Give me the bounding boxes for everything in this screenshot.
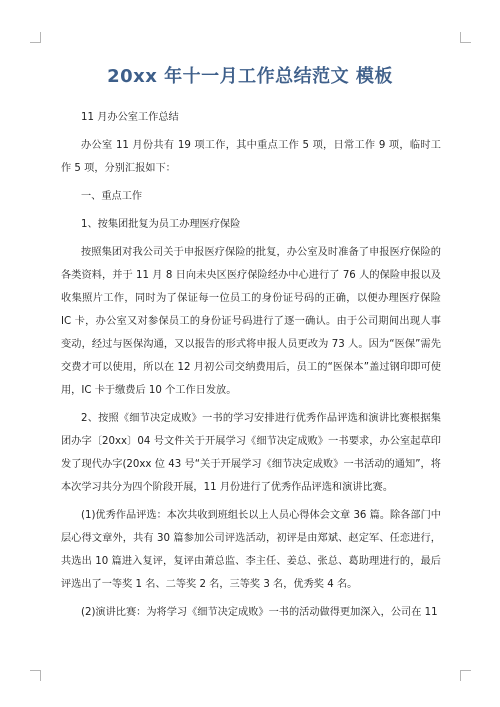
crop-mark-top-right: [460, 32, 471, 43]
section-heading: 一、重点工作: [81, 191, 143, 202]
crop-mark-top-left: [30, 32, 41, 43]
document-body: [61, 106, 441, 624]
item-heading: 1、按集团批复为员工办理医疗保险: [81, 219, 241, 230]
summary-paragraph: 办公室 11 月份共有 19 项工作，其中重点工作 5 项，日常工作 9 项，临时工作 5 项，分别汇报如下：: [61, 140, 441, 174]
crop-mark-bottom-left: [30, 670, 41, 681]
body-paragraph: 2、按照《细节决定成败》一书的学习安排进行优秀作品评选和演讲比赛根据集团办字〔20xx〕04 号文件关于开展学习《细节决定成败》一书要求，办公室起草印发了现代办字(20xx 位 43 号“关于开展学习《细节决定成败》一书活动的通知”，将本次学习共分为四个阶段开展，11 月份进行了优秀作品评选和演讲比赛。: [61, 413, 441, 493]
body-paragraph: (1)优秀作品评选：本次共收到班组长以上人员心得体会文章 36 篇。除各部门中层心得文章外，共有 30 篇参加公司评选活动，初评是由郑斌、赵定军、任恋进行，共选出 10 篇进入复评，复评由萧总监、李主任、姜总、张总、葛助理进行的，最后评选出了一等奖 1 名、二等奖 2 名，三等奖 3 名，优秀奖 4 名。: [61, 510, 441, 590]
body-paragraph: 按照集团对我公司关于申报医疗保险的批复，办公室及时准备了申报医疗保险的各类资料，并于 11 月 8 日向未央区医疗保险经办中心进行了 76 人的保险申报以及收集照片工作，同时为了保证每一位员工的身份证号码的正确，以便办理医疗保险 IC 卡，办公室又对参保员工的身份证号码进行了逐一确认。由于公司期间出现人事变动，经过与医保沟通，又以报告的形式将申报人员更改为 73 人。因为“医保”需先交费才可以使用，所以在 12 月初公司交纳费用后，员工的“医保本”盖过钢印即可使用，IC 卡于缴费后 10 个工作日发放。: [61, 247, 441, 396]
section-heading: 11 月办公室工作总结: [81, 112, 179, 123]
crop-mark-bottom-right: [460, 670, 471, 681]
body-paragraph: (2)演讲比赛：为将学习《细节决定成败》一书的活动做得更加深入，公司在 11: [81, 607, 438, 618]
document-title: 20xx 年十一月工作总结范文 模板: [107, 66, 393, 87]
